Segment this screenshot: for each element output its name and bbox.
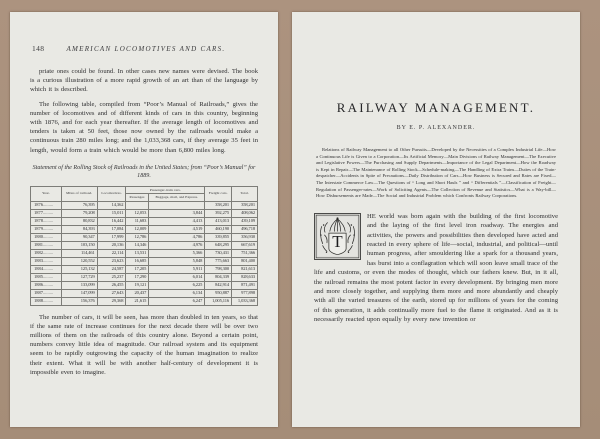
cell-value: 84,393 bbox=[61, 225, 97, 233]
cell-value: 147,099 bbox=[61, 289, 97, 297]
cell-value: 25,237 bbox=[97, 273, 126, 281]
cell-value: 16,442 bbox=[97, 217, 126, 225]
cell-value: 413,013 bbox=[205, 217, 232, 225]
cell-value: 12,053 bbox=[126, 209, 149, 217]
cell-value: 801,400 bbox=[232, 257, 258, 265]
cell-value: 114,461 bbox=[61, 249, 97, 257]
paragraph-continuation: priate ones could be found. In other cases new names were devised. The book is a curious illustration of a more rapid growth of an art than of the language by which it is described. bbox=[30, 68, 258, 94]
cell-year: 1884......... bbox=[31, 265, 62, 273]
cell-value: 80,832 bbox=[61, 217, 97, 225]
table-row bbox=[31, 249, 258, 257]
cell-value: 19,121 bbox=[126, 281, 149, 289]
cell-value: 133,099 bbox=[61, 281, 97, 289]
cell-value bbox=[126, 201, 149, 209]
col-freight-cars: Freight cars. bbox=[205, 186, 232, 201]
paragraph-closing: The number of cars, it will be seen, has more than doubled in ten years, so that if the same rate of increase continues for the next decade there will be over two millions of them on the railroads of this country alone. Beyond a certain point, numbers convey little idea of magnitude. Our railroad system and its equipment seem to be rapidly outgrowing the capacity of the human imagination to realize their extent. What it will be with another half-century of development it is impossible even to imagine. bbox=[30, 313, 258, 376]
col-miles: Miles of railroad. bbox=[61, 186, 97, 201]
paragraph-table-intro: The following table, compiled from “Poor’s Manual of Railroads,” gives the number of locomotives and of different kinds of cars in this country, beginning with 1876, and for each year thereafter. If the average length of locomotives and tenders is taken at 50 feet, those now owned by the railroads would make a continuous train 280 miles long; and the 1,033,368 cars, if they average 35 feet in length, would form a train which would be more than 6,800 miles long. bbox=[30, 100, 258, 154]
table-row bbox=[31, 273, 258, 281]
running-head bbox=[32, 44, 258, 53]
cell-value: 12,786 bbox=[126, 233, 149, 241]
table-head bbox=[31, 186, 258, 201]
cell-value: 460,190 bbox=[205, 225, 232, 233]
cell-value: 4,786 bbox=[149, 233, 205, 241]
cell-value: 127,729 bbox=[61, 273, 97, 281]
table-row bbox=[31, 217, 258, 225]
cell-value: 4,413 bbox=[149, 217, 205, 225]
table-row bbox=[31, 265, 258, 273]
cell-value bbox=[149, 201, 205, 209]
page-folio: 148 bbox=[32, 44, 45, 53]
cell-value: 20,136 bbox=[97, 241, 126, 249]
cell-value: 17,290 bbox=[126, 273, 149, 281]
cell-value: 339,855 bbox=[205, 233, 232, 241]
cell-value: 1,005,116 bbox=[205, 297, 232, 305]
cell-year: 1888......... bbox=[31, 297, 62, 305]
table-caption: Statement of the Rolling Stock of Railroads in the United States; from “Poor’s Manual” for 1889. bbox=[32, 164, 256, 180]
table-group-header-row bbox=[31, 186, 258, 194]
cell-value: 751,366 bbox=[232, 249, 258, 257]
cell-value: 496,718 bbox=[232, 225, 258, 233]
cell-value: 120,552 bbox=[61, 257, 97, 265]
cell-value: 1,033,368 bbox=[232, 297, 258, 305]
cell-value: 5,911 bbox=[149, 265, 205, 273]
table-row bbox=[31, 281, 258, 289]
cell-value: 125,132 bbox=[61, 265, 97, 273]
cell-value: 21,615 bbox=[126, 297, 149, 305]
cell-value: 79,208 bbox=[61, 209, 97, 217]
col-passenger: Passenger. bbox=[126, 194, 149, 202]
running-title: AMERICAN LOCOMOTIVES AND CARS. bbox=[66, 45, 226, 53]
cell-value: 22,114 bbox=[97, 249, 126, 257]
cell-value: 76,395 bbox=[61, 201, 97, 209]
cell-value: 17,205 bbox=[126, 265, 149, 273]
col-total: Total. bbox=[232, 186, 258, 201]
cell-value: 358,201 bbox=[205, 201, 232, 209]
cell-value: 13,531 bbox=[126, 249, 149, 257]
table-row bbox=[31, 257, 258, 265]
cell-value: 17,084 bbox=[97, 225, 126, 233]
cell-year: 1882......... bbox=[31, 249, 62, 257]
cell-value: 842,914 bbox=[205, 281, 232, 289]
chapter-synopsis: Relations of Railway Management to all Other Pursuits—Developed by the Necessities of a Complex Industrial Life—How a Continuous Life is Given to a Corporation—Its Artificial Memory—Main Divisions of Railway Management—The Executive and Legislative Powers—The Purchasing and Supply Departments—Importance of the Legal Department—How the Roadway is Kept in Repair—The Maintenance of Rolling Stock—Schedule-making—The Handling of Extra Trains—Duties of the Train-despatcher—Accidents in Spite of Precautions—Daily Distribution of Cars—How Business is Secured and Rates are Fixed—The Interstate Commerce Law—The Questions of “ Long and Short Hauls ” and “ Differentials ”—Classification of Freight—Regulation of Passenger-rates—Work of Soliciting Agents—The Collection of Revenue and Statistics—What is a Way-bill—How Disbursements are Made—The Social and Industrial Problem which Confronts Railway Corporations. bbox=[316, 147, 556, 199]
ornamental-initial-icon bbox=[314, 213, 361, 260]
table-row bbox=[31, 209, 258, 217]
table-body bbox=[31, 201, 258, 305]
cell-value: 5,366 bbox=[149, 249, 205, 257]
cell-value: 730,431 bbox=[205, 249, 232, 257]
cell-value: 828,633 bbox=[232, 273, 258, 281]
cell-value: 392,275 bbox=[205, 209, 232, 217]
cell-value: 27,643 bbox=[97, 289, 126, 297]
cell-value: 6,247 bbox=[149, 297, 205, 305]
cell-year: 1880......... bbox=[31, 233, 62, 241]
cell-value: 871,491 bbox=[232, 281, 258, 289]
table-row bbox=[31, 233, 258, 241]
cell-value: 439,109 bbox=[232, 217, 258, 225]
cell-value: 4,519 bbox=[149, 225, 205, 233]
cell-value: 977,898 bbox=[232, 289, 258, 297]
cell-value: 775,663 bbox=[205, 257, 232, 265]
table-row bbox=[31, 201, 258, 209]
left-page bbox=[10, 12, 278, 427]
cell-value: 5,848 bbox=[149, 257, 205, 265]
cell-year: 1881......... bbox=[31, 241, 62, 249]
chapter-byline: BY E. P. ALEXANDER. bbox=[396, 125, 476, 131]
cell-value: 24,587 bbox=[97, 265, 126, 273]
cell-value: 648,295 bbox=[205, 241, 232, 249]
table-row bbox=[31, 289, 258, 297]
cell-value: 798,300 bbox=[205, 265, 232, 273]
cell-year: 1885......... bbox=[31, 273, 62, 281]
col-group-passenger-train-cars: Passenger-train cars. bbox=[126, 186, 205, 194]
dropcap-letter: T bbox=[332, 231, 343, 251]
cell-value: 667,619 bbox=[232, 241, 258, 249]
cell-year: 1886......... bbox=[31, 281, 62, 289]
cell-value: 12,009 bbox=[126, 225, 149, 233]
cell-value: 14,362 bbox=[97, 201, 126, 209]
cell-value: 356,930 bbox=[232, 233, 258, 241]
cell-value: 3,844 bbox=[149, 209, 205, 217]
cell-value: 156,376 bbox=[61, 297, 97, 305]
cell-value: 16,685 bbox=[126, 257, 149, 265]
cell-value: 90,347 bbox=[61, 233, 97, 241]
cell-value: 950,887 bbox=[205, 289, 232, 297]
col-year: Year. bbox=[31, 186, 62, 201]
rolling-stock-table bbox=[30, 186, 258, 306]
cell-value: 6,225 bbox=[149, 281, 205, 289]
cell-value: 17,999 bbox=[97, 233, 126, 241]
cell-value: 103,150 bbox=[61, 241, 97, 249]
cell-year: 1883......... bbox=[31, 257, 62, 265]
chapter-body-text: HE world was born again with the building of the first locomotive and the laying of the first level iron roadway. The energies and activities, the powers and possibilities then developed have acted and reacted in every sphere of life—social, industrial, and political—until human progress, after smouldering like a spark for a thousand years, has burst into a conflagration which will soon leave small trace of the life and customs, or even the modes of thought, which our fathers knew. But, in it all, the railroad remains the most potent factor in every development. By bringing men more and more closely together, and supplying them more and more abundantly and cheaply with all the varied treasures of the earth, stored up for millions of years for the coming of this generation, it adds continually more fuel to the flame it originated. And as it is necessarily reacted upon equally by every new invention or bbox=[314, 212, 558, 324]
col-baggage-mail-express: Baggage, mail, and Express. bbox=[149, 194, 205, 202]
cell-year: 1887......... bbox=[31, 289, 62, 297]
cell-value: 408,062 bbox=[232, 209, 258, 217]
cell-year: 1877......... bbox=[31, 209, 62, 217]
cell-value: 11,683 bbox=[126, 217, 149, 225]
cell-value: 26,455 bbox=[97, 281, 126, 289]
table-row bbox=[31, 297, 258, 305]
cell-value: 821,613 bbox=[232, 265, 258, 273]
chapter-title: RAILWAY MANAGEMENT. bbox=[336, 100, 536, 115]
cell-value: 20,437 bbox=[126, 289, 149, 297]
cell-value: 804,339 bbox=[205, 273, 232, 281]
table-row bbox=[31, 241, 258, 249]
cell-year: 1879......... bbox=[31, 225, 62, 233]
cell-year: 1878......... bbox=[31, 217, 62, 225]
cell-year: 1876......... bbox=[31, 201, 62, 209]
cell-value: 6,134 bbox=[149, 289, 205, 297]
right-page bbox=[292, 12, 580, 427]
cell-value: 4,976 bbox=[149, 241, 205, 249]
cell-value: 23,623 bbox=[97, 257, 126, 265]
cell-value: 14,346 bbox=[126, 241, 149, 249]
rolling-stock-table-wrap bbox=[30, 186, 258, 306]
cell-value: 15,011 bbox=[97, 209, 126, 217]
cell-value: 358,201 bbox=[232, 201, 258, 209]
cell-value: 29,368 bbox=[97, 297, 126, 305]
cell-value: 6,014 bbox=[149, 273, 205, 281]
col-locomotives: Locomotives. bbox=[97, 186, 126, 201]
table-row bbox=[31, 225, 258, 233]
